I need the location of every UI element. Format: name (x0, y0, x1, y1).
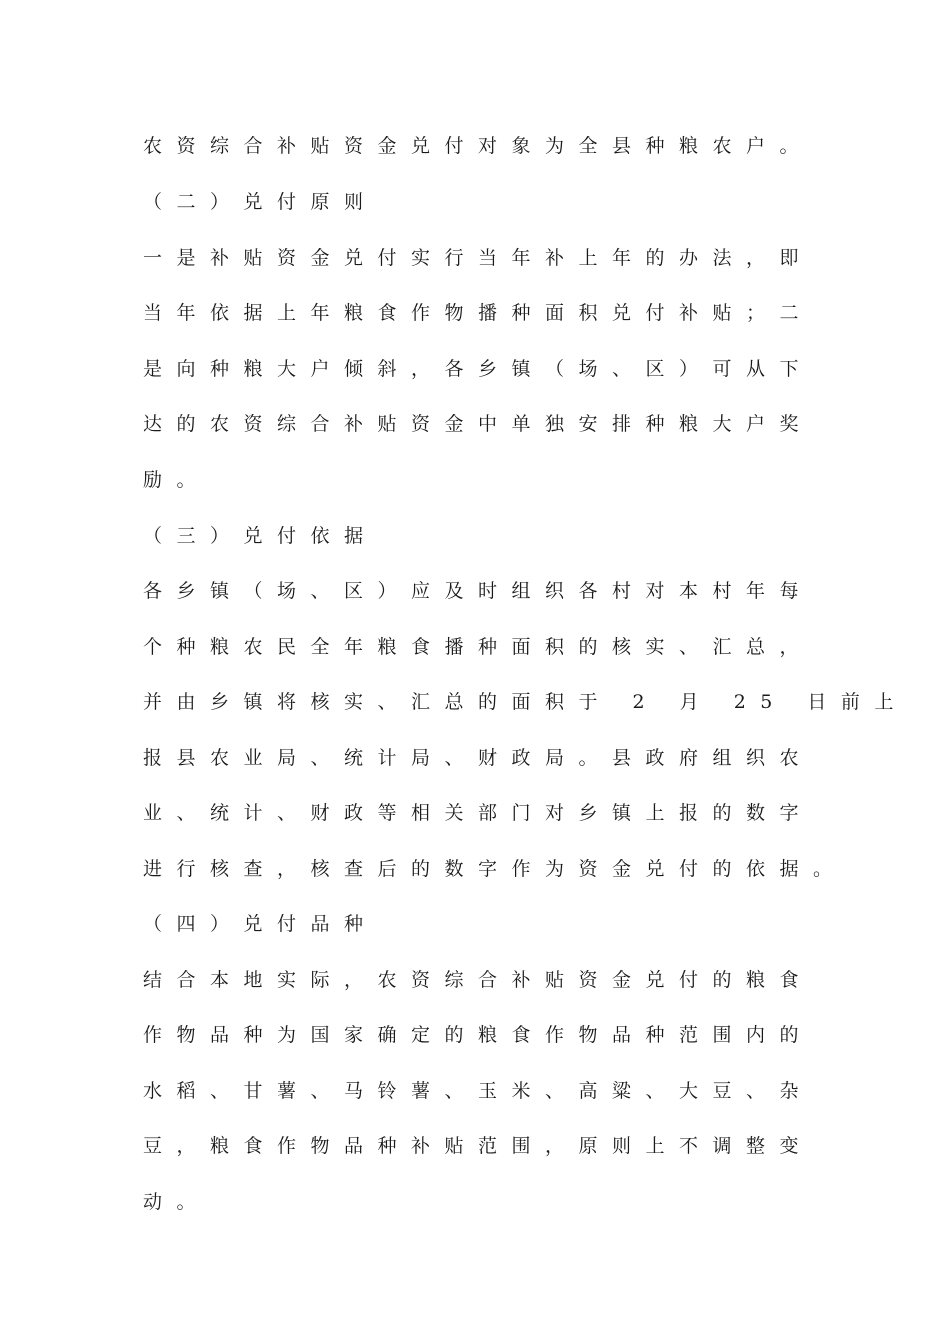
body-text-line: 结合本地实际，农资综合补贴资金兑付的粮食 (143, 968, 814, 991)
body-text-line: 业、统计、财政等相关部门对乡镇上报的数字 (143, 801, 814, 824)
section-heading: （二）兑付原则 (143, 190, 378, 213)
section-heading: （四）兑付品种 (143, 912, 378, 935)
body-text-line: 一是补贴资金兑付实行当年补上年的办法，即 (143, 246, 814, 269)
body-text-line: 个种粮农民全年粮食播种面积的核实、汇总， (143, 635, 814, 658)
body-text-line: 励。 (143, 468, 211, 491)
section-heading: （三）兑付依据 (143, 524, 378, 547)
body-text-line: 报县农业局、统计局、财政局。县政府组织农 (143, 746, 814, 769)
body-text-line: 动。 (143, 1190, 211, 1213)
body-text-line: 当年依据上年粮食作物播种面积兑付补贴；二 (143, 301, 814, 324)
body-text-line: 豆，粮食作物品种补贴范围，原则上不调整变 (143, 1134, 814, 1157)
body-text-line: 各乡镇（场、区）应及时组织各村对本村年每 (143, 579, 814, 602)
body-text-line: 并由乡镇将核实、汇总的面积于 2 月 25 日前上 (143, 690, 908, 713)
body-text-line: 农资综合补贴资金兑付对象为全县种粮农户。 (143, 134, 814, 157)
body-text-line: 进行核查，核查后的数字作为资金兑付的依据。 (143, 857, 847, 880)
body-text-line: 水稻、甘薯、马铃薯、玉米、高粱、大豆、杂 (143, 1079, 814, 1102)
body-text-line: 作物品种为国家确定的粮食作物品种范围内的 (143, 1023, 814, 1046)
body-text-line: 是向种粮大户倾斜，各乡镇（场、区）可从下 (143, 357, 814, 380)
body-text-line: 达的农资综合补贴资金中单独安排种粮大户奖 (143, 412, 814, 435)
